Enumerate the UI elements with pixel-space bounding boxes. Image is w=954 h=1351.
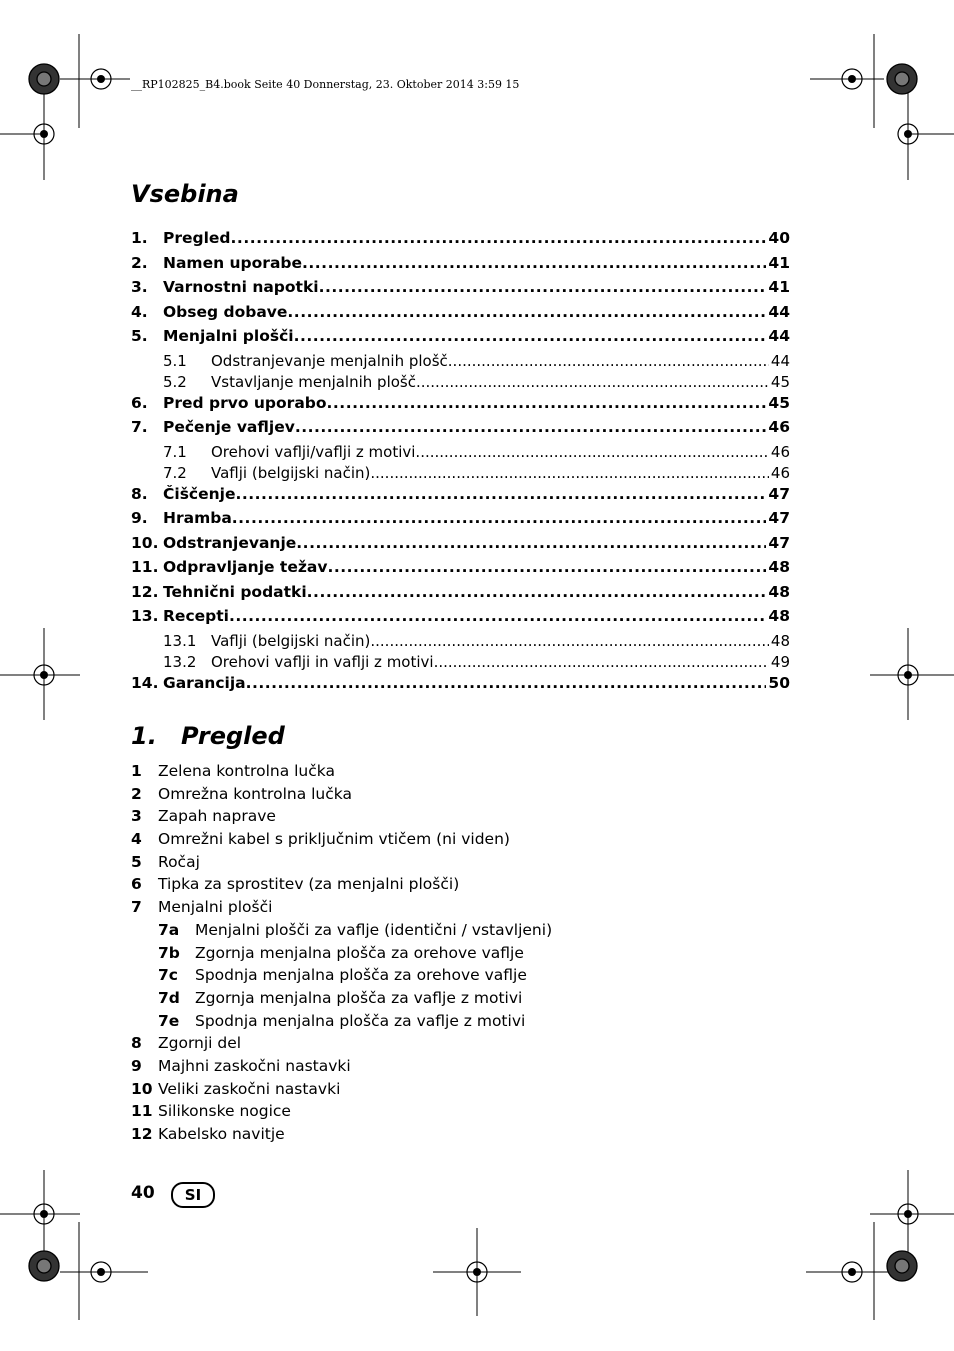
parts-list-item (131, 896, 552, 919)
parts-list-item (131, 1010, 552, 1033)
toc-entry-page: 46 (770, 463, 790, 482)
toc-dot-leader (294, 327, 767, 345)
toc-entry[interactable] (131, 303, 790, 328)
toc-entry-label: Garancija (163, 673, 246, 692)
toc-dot-leader (232, 509, 767, 527)
toc-entry-number: 3. (131, 278, 148, 296)
part-description: Tipka za sprostitev (za menjalni plošči) (158, 875, 460, 894)
toc-dot-leader (327, 394, 767, 412)
toc-entry-label: Odpravljanje težav (163, 558, 328, 576)
toc-entry-label: Orehovi vaflji in vaflji z motivi (211, 652, 434, 671)
toc-entry-number: 9. (131, 509, 148, 527)
parts-list (131, 760, 552, 1146)
part-number: 7a (158, 920, 180, 939)
parts-list-item (131, 851, 552, 874)
part-number: 7e (158, 1011, 180, 1030)
toc-entry-page: 48 (768, 558, 790, 576)
toc-dot-leader (231, 229, 767, 247)
toc-entry-label: Hramba (163, 509, 232, 527)
part-description: Zelena kontrolna lučka (158, 762, 335, 780)
toc-dot-leader (287, 303, 766, 321)
parts-list-item (131, 964, 552, 987)
toc-dot-leader (448, 352, 769, 370)
toc-dot-leader (302, 254, 766, 272)
toc-entry[interactable] (131, 443, 790, 464)
toc-entry-number: 7.2 (163, 463, 187, 482)
toc-entry-number: 5. (131, 327, 148, 345)
print-header: __RP102825_B4.book Seite 40 Donnerstag, 23. Oktober 2014 3:59 15 (131, 78, 520, 91)
part-description: Kabelsko navitje (158, 1125, 285, 1143)
part-number: 3 (131, 807, 142, 826)
toc-entry-page: 46 (770, 442, 790, 461)
section-number: 1. (131, 722, 157, 750)
part-description: Ročaj (158, 852, 200, 871)
toc-entry[interactable] (131, 418, 790, 443)
toc-entry[interactable] (131, 674, 790, 699)
toc-entry-page: 45 (770, 372, 790, 391)
toc-entry[interactable] (131, 373, 790, 394)
toc-dot-leader (296, 534, 766, 552)
toc-dot-leader (416, 373, 769, 391)
toc-entry-page: 49 (770, 652, 790, 671)
toc-dot-leader (327, 558, 766, 576)
section-heading (131, 722, 285, 750)
toc-entry-page: 50 (768, 673, 790, 692)
part-description: Omrežna kontrolna lučka (158, 784, 352, 803)
part-description: Majhni zaskočni nastavki (158, 1056, 351, 1075)
toc-entry-number: 7. (131, 418, 148, 436)
parts-list-item (131, 1055, 552, 1078)
parts-list-item (131, 1100, 552, 1123)
toc-entry-page: 41 (768, 253, 790, 272)
toc-entry-label: Čiščenje (163, 484, 236, 503)
section-title: Pregled (181, 722, 285, 750)
language-badge: SI (171, 1182, 215, 1208)
part-description: Menjalni plošči (158, 898, 273, 917)
page-number: 40 (131, 1183, 155, 1203)
toc-entry-page: 47 (768, 533, 790, 552)
parts-list-item (131, 1123, 552, 1146)
toc-entry-number: 14. (131, 673, 159, 692)
toc-entry-number: 10. (131, 533, 159, 552)
part-description: Zgornja menjalna plošča za vaflje z motivi (195, 988, 523, 1007)
toc-entry[interactable] (131, 558, 790, 583)
toc-entry-label: Orehovi vaflji/vaflji z motivi (211, 442, 416, 461)
toc-entry-label: Pregled (163, 229, 231, 247)
toc-entry-page: 47 (768, 509, 790, 527)
toc-entry[interactable] (131, 464, 790, 485)
toc-dot-leader (434, 653, 769, 671)
part-number: 7b (158, 943, 180, 962)
parts-list-item (131, 760, 552, 783)
parts-list-item (131, 805, 552, 828)
toc-dot-leader (307, 583, 767, 601)
part-description: Spodnja menjalna plošča za vaflje z motivi (195, 1011, 526, 1030)
parts-list-item (131, 873, 552, 896)
part-number: 2 (131, 784, 142, 803)
parts-list-item (131, 919, 552, 942)
toc-entry[interactable] (131, 632, 790, 653)
toc-entry[interactable] (131, 509, 790, 534)
part-description: Zgornja menjalna plošča za orehove vaflje (195, 943, 524, 962)
part-number: 4 (131, 830, 142, 849)
toc-entry[interactable] (131, 534, 790, 559)
part-number: 5 (131, 852, 142, 871)
toc-entry-number: 5.2 (163, 372, 187, 391)
part-description: Silikonske nogice (158, 1102, 291, 1121)
toc-entry-label: Vaflji (belgijski način) (211, 463, 371, 482)
part-number: 12 (131, 1125, 153, 1143)
toc-entry[interactable] (131, 485, 790, 510)
toc-entry[interactable] (131, 254, 790, 279)
toc-dot-leader (295, 418, 767, 436)
toc-entry-label: Tehnični podatki (163, 582, 307, 601)
parts-list-item (131, 828, 552, 851)
toc-entry-label: Vaflji (belgijski način) (211, 631, 371, 650)
toc-entry[interactable] (131, 607, 790, 632)
part-description: Menjalni plošči za vaflje (identični / vstavljeni) (195, 920, 553, 939)
toc-entry-page: 48 (770, 631, 790, 650)
part-number: 6 (131, 875, 142, 894)
toc-dot-leader (235, 485, 766, 503)
toc-entry-page: 44 (768, 302, 790, 321)
part-number: 11 (131, 1102, 153, 1121)
toc-entry-label: Namen uporabe (163, 253, 303, 272)
part-description: Spodnja menjalna plošča za orehove vaflje (195, 966, 527, 985)
part-number: 9 (131, 1056, 142, 1075)
toc-entry-label: Pečenje vafljev (163, 418, 295, 436)
toc-dot-leader (370, 632, 769, 650)
part-description: Zgornji del (158, 1034, 242, 1053)
toc-entry-number: 2. (131, 253, 148, 272)
toc-entry[interactable] (131, 352, 790, 373)
toc-dot-leader (370, 464, 769, 482)
toc-entry-page: 41 (768, 278, 790, 296)
toc-entry-number: 6. (131, 393, 148, 412)
toc-entry-number: 11. (131, 558, 159, 576)
table-of-contents (131, 229, 790, 698)
part-number: 8 (131, 1034, 142, 1053)
parts-list-item (131, 942, 552, 965)
toc-entry-page: 47 (768, 484, 790, 503)
parts-list-item (131, 1032, 552, 1055)
toc-entry[interactable] (131, 583, 790, 608)
toc-entry-label: Recepti (163, 607, 229, 625)
part-description: Omrežni kabel s priključnim vtičem (ni viden) (158, 830, 510, 849)
part-number: 10 (131, 1079, 153, 1098)
toc-dot-leader (319, 278, 767, 296)
toc-entry-number: 13. (131, 607, 159, 625)
toc-entry-page: 44 (770, 351, 790, 370)
toc-entry-page: 48 (768, 582, 790, 601)
toc-entry-label: Pred prvo uporabo (163, 393, 327, 412)
toc-entry-number: 12. (131, 582, 159, 601)
toc-entry-page: 45 (768, 393, 790, 412)
toc-entry[interactable] (131, 229, 790, 254)
toc-entry-page: 40 (768, 229, 790, 247)
toc-dot-leader (246, 674, 767, 692)
toc-entry-page: 44 (768, 327, 790, 345)
toc-entry-label: Odstranjevanje menjalnih plošč (211, 351, 448, 370)
toc-entry[interactable] (131, 327, 790, 352)
toc-entry-number: 7.1 (163, 442, 187, 461)
part-number: 1 (131, 762, 142, 780)
parts-list-item (131, 987, 552, 1010)
toc-entry-number: 13.2 (163, 652, 197, 671)
toc-entry[interactable] (131, 653, 790, 674)
part-description: Veliki zaskočni nastavki (158, 1079, 341, 1098)
toc-entry-number: 5.1 (163, 351, 187, 370)
toc-title: Vsebina (131, 180, 239, 208)
toc-entry-label: Odstranjevanje (163, 533, 297, 552)
part-description: Zapah naprave (158, 807, 276, 826)
toc-entry-number: 13.1 (163, 631, 197, 650)
toc-entry[interactable] (131, 278, 790, 303)
toc-entry[interactable] (131, 394, 790, 419)
toc-entry-label: Vstavljanje menjalnih plošč (211, 372, 416, 391)
parts-list-item (131, 783, 552, 806)
toc-entry-number: 1. (131, 229, 148, 247)
toc-entry-label: Menjalni plošči (163, 327, 294, 345)
toc-entry-number: 4. (131, 302, 148, 321)
toc-entry-label: Varnostni napotki (163, 278, 319, 296)
part-number: 7 (131, 898, 142, 917)
toc-entry-number: 8. (131, 484, 148, 503)
part-number: 7c (158, 966, 178, 985)
toc-entry-label: Obseg dobave (163, 302, 288, 321)
parts-list-item (131, 1078, 552, 1101)
toc-dot-leader (229, 607, 766, 625)
toc-entry-page: 48 (768, 607, 790, 625)
toc-dot-leader (415, 443, 768, 461)
toc-entry-page: 46 (768, 418, 790, 436)
part-number: 7d (158, 988, 180, 1007)
